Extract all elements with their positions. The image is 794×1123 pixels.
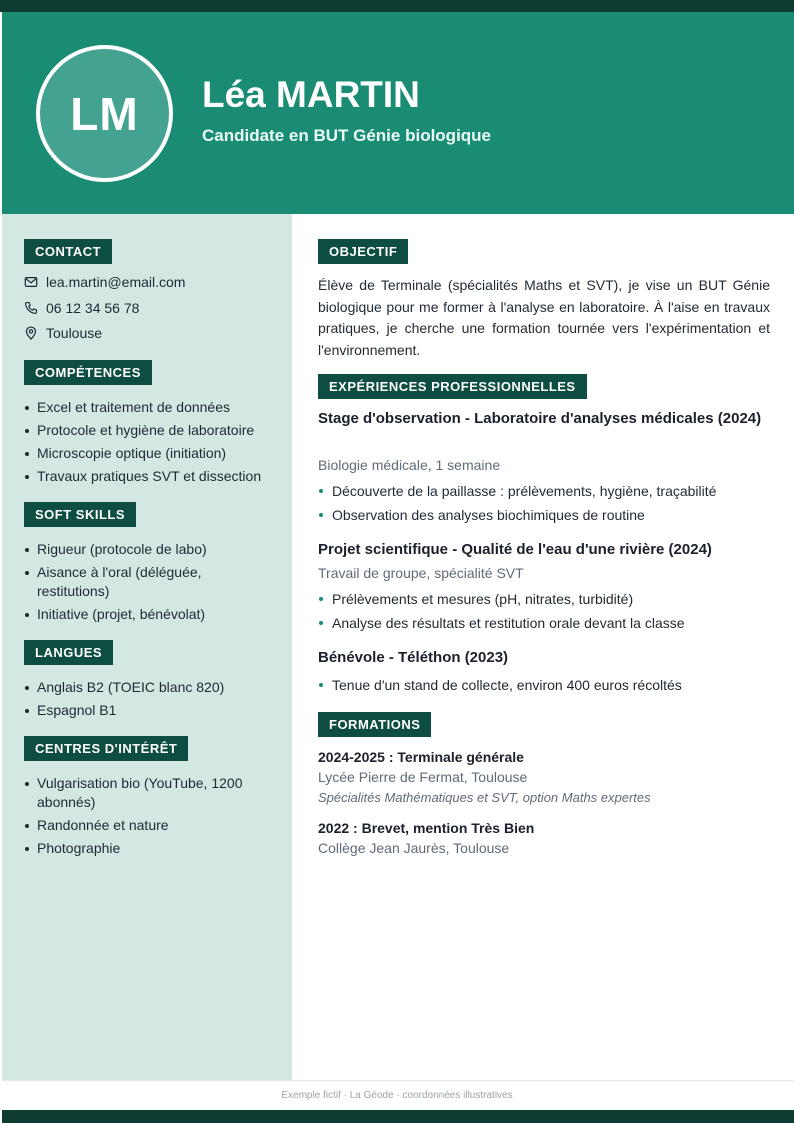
education-title: 2024-2025 : Terminale générale (318, 749, 524, 765)
list-item: Excel et traitement de données (24, 398, 279, 417)
phone-icon (24, 301, 38, 315)
contact-location (24, 325, 102, 341)
phone-text: 06 12 34 56 78 (46, 300, 140, 316)
list-item: Vulgarisation bio (YouTube, 1200 abonnés) (24, 774, 254, 812)
location-text: Toulouse (46, 325, 103, 341)
list-item: Aisance à l'oral (déléguée, restitutions) (24, 563, 249, 601)
objective-heading: OBJECTIF (318, 239, 408, 264)
candidate-subtitle: Candidate en BUT Génie biologique (202, 126, 492, 145)
education-title: 2022 : Brevet, mention Très Bien (318, 820, 535, 836)
location-pin-icon (24, 326, 38, 340)
interests-list (24, 774, 254, 862)
objective-text: Élève de Terminale (spécialités Maths et SVT), je vise un BUT Génie biologique pour me former à l'analyse en laboratoire. À l'aise en travaux pratiques, je cherche une formation tournée vers l'expérimentation et l'environnement. (318, 277, 770, 358)
list-item: Analyse des résultats et restitution orale devant la classe (318, 613, 770, 633)
list-item: Protocole et hygiène de laboratoire (24, 421, 279, 440)
experience-bullets (318, 675, 770, 699)
list-item: Travaux pratiques SVT et dissection (24, 467, 279, 486)
list-item: Découverte de la paillasse : prélèvements, hygiène, traçabilité (318, 481, 770, 501)
list-item: Prélèvements et mesures (pH, nitrates, turbidité) (318, 589, 770, 609)
contact-heading: CONTACT (24, 239, 112, 264)
experience-subtitle: Travail de groupe, spécialité SVT (318, 565, 524, 581)
list-item: Photographie (24, 839, 254, 858)
skills-list (24, 398, 279, 490)
skills-heading: COMPÉTENCES (24, 360, 152, 385)
experience-bullets (318, 589, 770, 637)
list-item: Microscopie optique (initiation) (24, 444, 279, 463)
contact-email[interactable] (24, 274, 185, 290)
education-school: Lycée Pierre de Fermat, Toulouse (318, 769, 528, 785)
soft-skills-heading: SOFT SKILLS (24, 502, 136, 527)
list-item: Initiative (projet, bénévolat) (24, 605, 249, 624)
languages-heading: LANGUES (24, 640, 113, 665)
candidate-name: Léa MARTIN (202, 74, 420, 115)
footer-divider (2, 1080, 794, 1081)
footer-note: Exemple fictif · La Géode · coordonnées illustratives (281, 1090, 513, 1101)
mail-icon (24, 275, 38, 289)
contact-phone[interactable] (24, 300, 139, 316)
list-item: Anglais B2 (TOEIC blanc 820) (24, 678, 279, 697)
experience-title: Bénévole - Téléthon (2023) (318, 649, 509, 666)
email-text: lea.martin@email.com (46, 274, 186, 290)
experience-title: Projet scientifique - Qualité de l'eau d'une rivière (2024) (318, 541, 712, 558)
interests-heading: CENTRES D'INTÉRÊT (24, 736, 188, 761)
experience-bullets (318, 481, 770, 529)
list-item: Randonnée et nature (24, 816, 254, 835)
education-detail: Spécialités Mathématiques et SVT, option Maths expertes (318, 790, 651, 805)
experience-title: Stage d'observation - Laboratoire d'analyses médicales (2024) (318, 410, 762, 427)
avatar-initials: LM (70, 87, 139, 140)
soft-skills-list (24, 540, 249, 628)
experience-subtitle: Biologie médicale, 1 semaine (318, 457, 501, 473)
bottom-strip (2, 1110, 794, 1123)
education-school: Collège Jean Jaurès, Toulouse (318, 840, 510, 856)
list-item: Rigueur (protocole de labo) (24, 540, 249, 559)
education-heading: FORMATIONS (318, 712, 431, 737)
experience-heading: EXPÉRIENCES PROFESSIONNELLES (318, 374, 587, 399)
list-item: Tenue d'un stand de collecte, environ 400 euros récoltés (318, 675, 770, 695)
list-item: Espagnol B1 (24, 701, 279, 720)
avatar (36, 45, 173, 182)
top-strip (0, 0, 794, 12)
list-item: Observation des analyses biochimiques de routine (318, 505, 770, 525)
languages-list (24, 678, 279, 724)
